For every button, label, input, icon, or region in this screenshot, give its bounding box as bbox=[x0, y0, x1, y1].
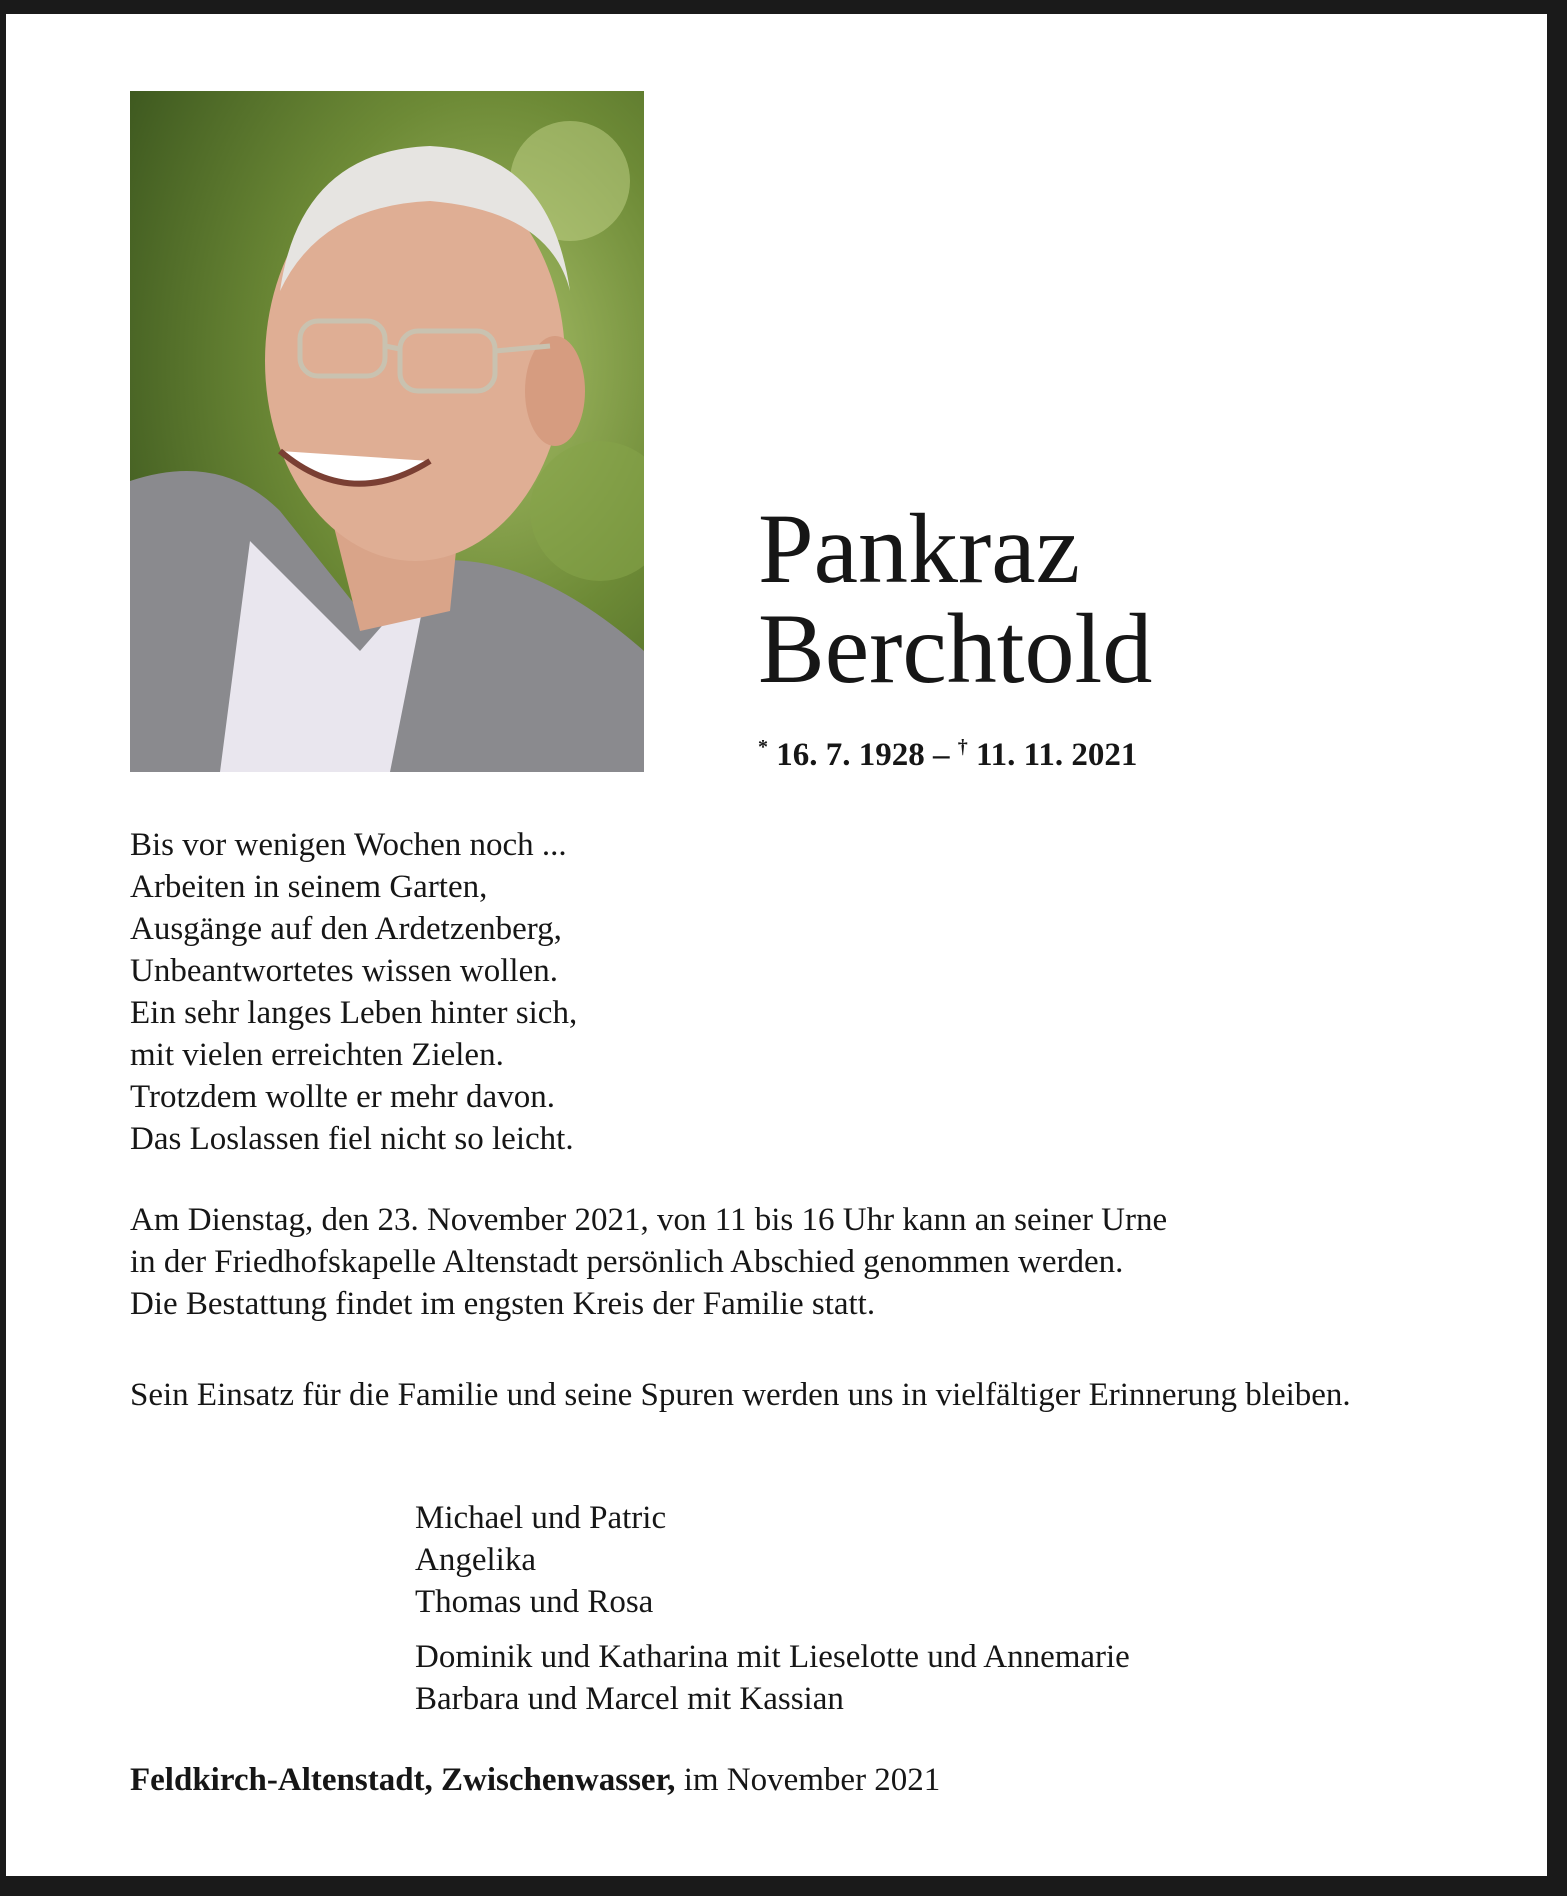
family-line: Angelika bbox=[415, 1542, 536, 1578]
portrait-illustration bbox=[130, 91, 644, 772]
poem-line: Ein sehr langes Leben hinter sich, bbox=[130, 995, 578, 1031]
first-name: Pankraz bbox=[758, 493, 1081, 604]
poem-line: Ausgänge auf den Ardetzenberg, bbox=[130, 911, 562, 947]
poem-line: Unbeantwortetes wissen wollen. bbox=[130, 953, 558, 989]
poem bbox=[130, 824, 577, 1160]
poem-line: mit vielen erreichten Zielen. bbox=[130, 1037, 504, 1073]
death-date: 11. 11. 2021 bbox=[976, 737, 1138, 773]
family-line: Barbara und Marcel mit Kassian bbox=[415, 1681, 844, 1717]
last-name: Berchtold bbox=[758, 593, 1153, 704]
ceremony-line: in der Friedhofskapelle Altenstadt persönlich Abschied genommen werden. bbox=[130, 1244, 1124, 1280]
poem-line: Bis vor wenigen Wochen noch ... bbox=[130, 827, 567, 863]
family-line: Michael und Patric bbox=[415, 1500, 667, 1536]
ceremony-line: Am Dienstag, den 23. November 2021, von 11 bis 16 Uhr kann an seiner Urne bbox=[130, 1202, 1168, 1238]
remembrance-paragraph: Sein Einsatz für die Familie und seine Spuren werden uns in vielfältiger Erinnerung bleiben. bbox=[130, 1377, 1351, 1413]
ceremony-paragraph bbox=[130, 1199, 1442, 1325]
family-line: Dominik und Katharina mit Lieselotte und Annemarie bbox=[415, 1639, 1130, 1675]
date-separator: – bbox=[933, 737, 950, 773]
portrait-photo bbox=[130, 91, 644, 772]
place-names: Feldkirch-Altenstadt, Zwischenwasser, bbox=[130, 1762, 676, 1798]
family-grandchildren bbox=[415, 1636, 1130, 1720]
birth-date: 16. 7. 1928 bbox=[776, 737, 925, 773]
poem-line: Das Loslassen fiel nicht so leicht. bbox=[130, 1121, 574, 1157]
ceremony-line: Die Bestattung findet im engsten Kreis der Familie statt. bbox=[130, 1286, 876, 1322]
birth-symbol: * bbox=[758, 736, 768, 758]
place-and-date bbox=[130, 1762, 940, 1799]
deceased-name bbox=[758, 493, 1153, 704]
family-children bbox=[415, 1497, 666, 1623]
poem-line: Trotzdem wollte er mehr davon. bbox=[130, 1079, 555, 1115]
death-symbol: † bbox=[957, 736, 968, 758]
place-date: im November 2021 bbox=[675, 1762, 941, 1798]
life-dates bbox=[758, 736, 1137, 774]
obituary-card bbox=[6, 14, 1547, 1876]
family-line: Thomas und Rosa bbox=[415, 1584, 654, 1620]
poem-line: Arbeiten in seinem Garten, bbox=[130, 869, 488, 905]
